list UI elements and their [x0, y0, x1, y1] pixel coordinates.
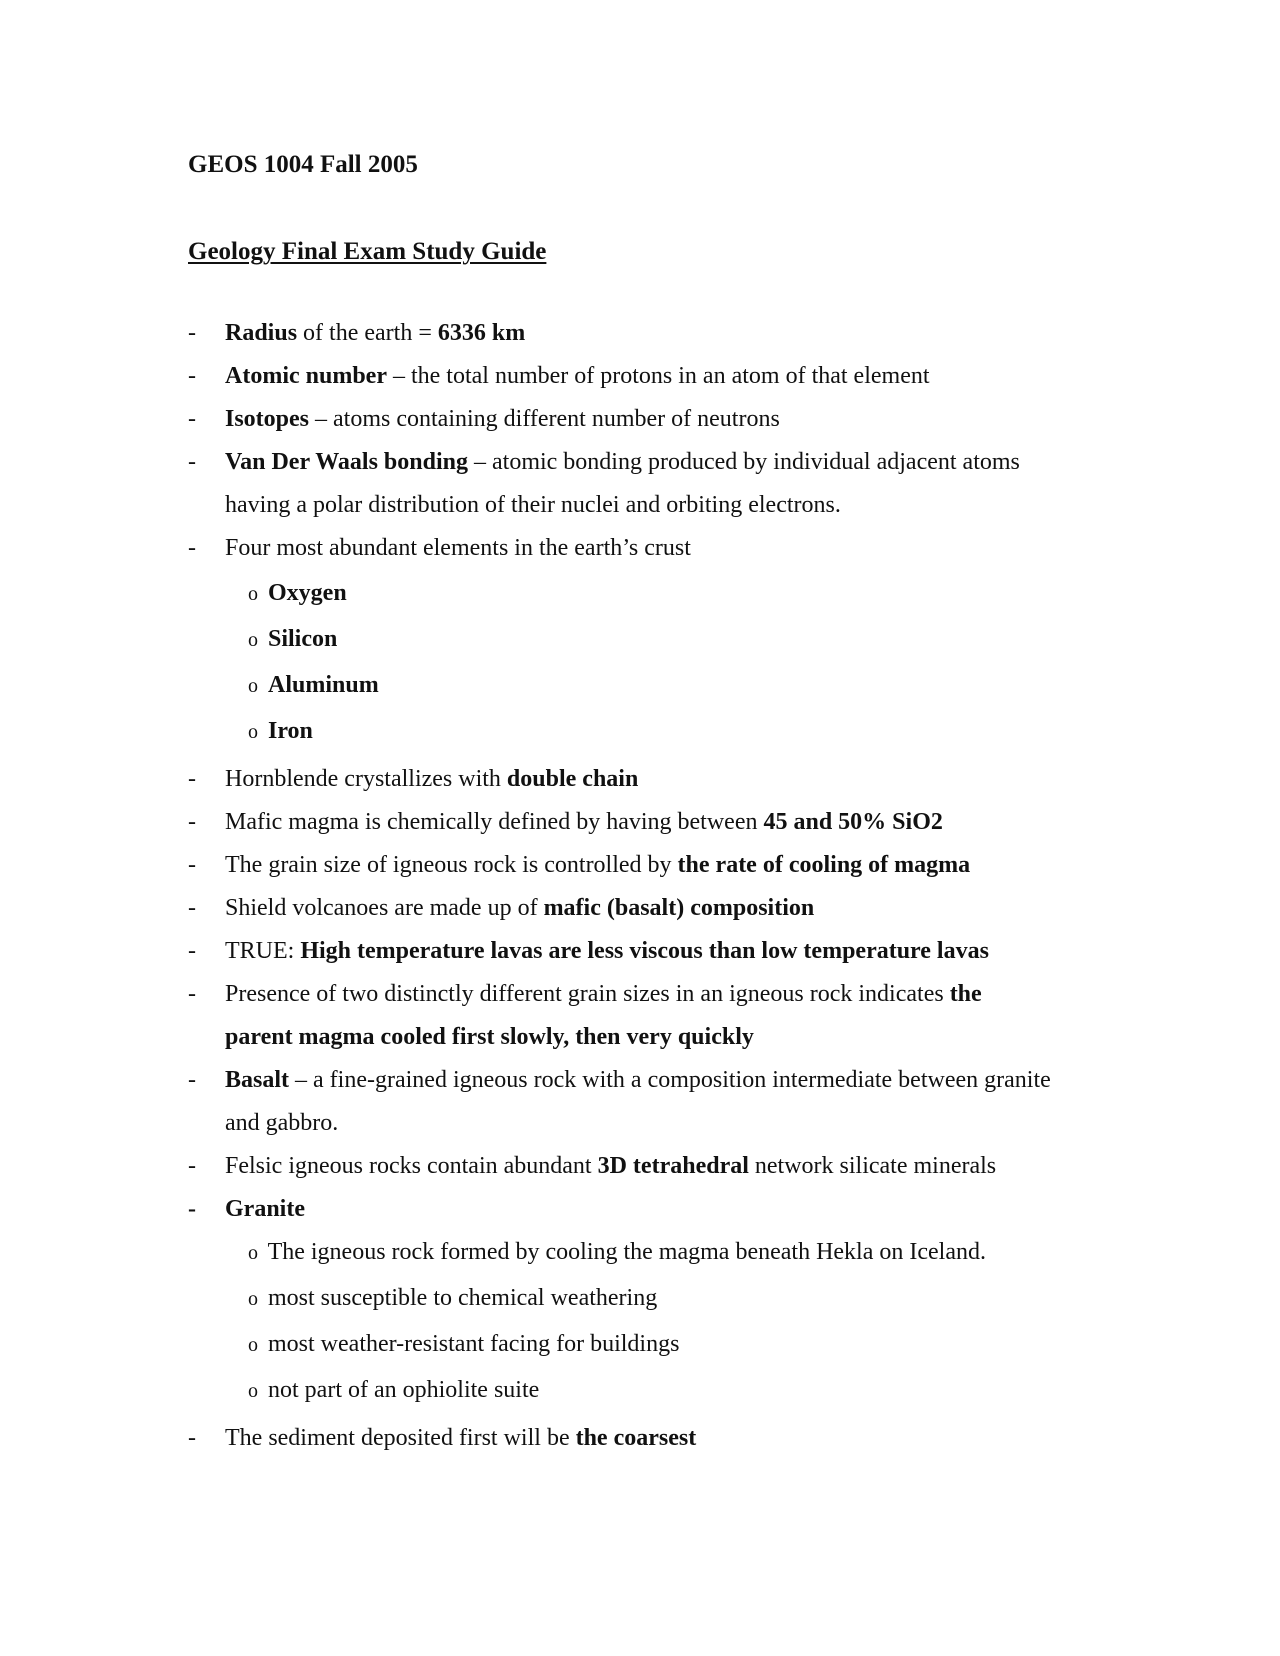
bullet-dash: - — [188, 320, 196, 346]
circle-bullet: o — [248, 1380, 258, 1402]
bullet-dash: - — [188, 852, 196, 878]
circle-bullet: o — [248, 721, 258, 743]
bullet-dash: - — [188, 406, 196, 432]
circle-bullet: o — [248, 1242, 258, 1264]
circle-bullet: o — [248, 629, 258, 651]
bullet-dash: - — [188, 981, 196, 1007]
sub-list-item: o Oxygen — [248, 578, 347, 609]
bullet-dash: - — [188, 1425, 196, 1451]
bullet-dash: - — [188, 809, 196, 835]
list-item-continuation: and gabbro. — [225, 1110, 339, 1136]
document-page: GEOS 1004 Fall 2005 Geology Final Exam Study Guide - Radius of the earth = 6336 km - Atomic number – the total number of protons in an atom of that element - Isotopes – atoms containing different number of neutrons - Van Der Waals bonding – atomic bonding produced by individual adjacent atoms having a polar distribution of their nuclei and orbiting electrons. - Four most abundant elements in the earth’s crust o Oxygen o Silicon o Aluminum o Iron - Hornblende crystallizes with double chain - Mafic magma is chemically defined by having between 45 and 50% SiO2 - The grain size of igneous rock is controlled by the rate of cooling of magma - Shield volcanoes are made up of mafic (basalt) composition - TRUE: High temperature lavas are less viscous than low temperature lavas - Presence of two distinctly different grain sizes in an igneous rock indicates the parent magma cooled first slowly, then very quickly - Basalt – a fine-grained igneous rock with a composition intermediate between granite and gabbro. - Felsic igneous rocks contain abundant 3D tetrahedral network silicate minerals - Granite o The igneous rock formed by cooling the magma beneath Hekla on Iceland. o most susceptible to chemical weathering o most weather-resistant facing for buildings o not part of an ophiolite suite - The sediment deposited first will be the coarsest — [188, 151, 1051, 1451]
list-item-continuation: parent magma cooled first slowly, then very quickly — [225, 1024, 754, 1050]
circle-bullet: o — [248, 583, 258, 605]
bullet-dash: - — [188, 363, 196, 389]
sub-list-item: o Silicon — [248, 624, 337, 655]
study-guide-title: Geology Final Exam Study Guide — [188, 238, 547, 265]
bullet-dash: - — [188, 938, 196, 964]
bullet-dash: - — [188, 535, 196, 561]
bullet-dash: - — [188, 1196, 196, 1222]
bullet-dash: - — [188, 449, 196, 475]
sub-list-item: o not part of an ophiolite suite — [248, 1375, 539, 1406]
bullet-dash: - — [188, 766, 196, 792]
sub-list-item: o Iron — [248, 716, 313, 747]
sub-list-item: o most weather-resistant facing for buildings — [248, 1329, 679, 1360]
list-item-continuation: having a polar distribution of their nuclei and orbiting electrons. — [225, 492, 841, 518]
circle-bullet: o — [248, 1288, 258, 1310]
bullet-dash: - — [188, 1153, 196, 1179]
course-heading: GEOS 1004 Fall 2005 — [188, 151, 418, 178]
sub-list-item: o Aluminum — [248, 670, 379, 701]
sub-list-item: o most susceptible to chemical weathering — [248, 1283, 657, 1314]
circle-bullet: o — [248, 1334, 258, 1356]
bullet-dash: - — [188, 1067, 196, 1093]
sub-list-item: o The igneous rock formed by cooling the magma beneath Hekla on Iceland. — [248, 1237, 986, 1268]
bullet-dash: - — [188, 895, 196, 921]
circle-bullet: o — [248, 675, 258, 697]
